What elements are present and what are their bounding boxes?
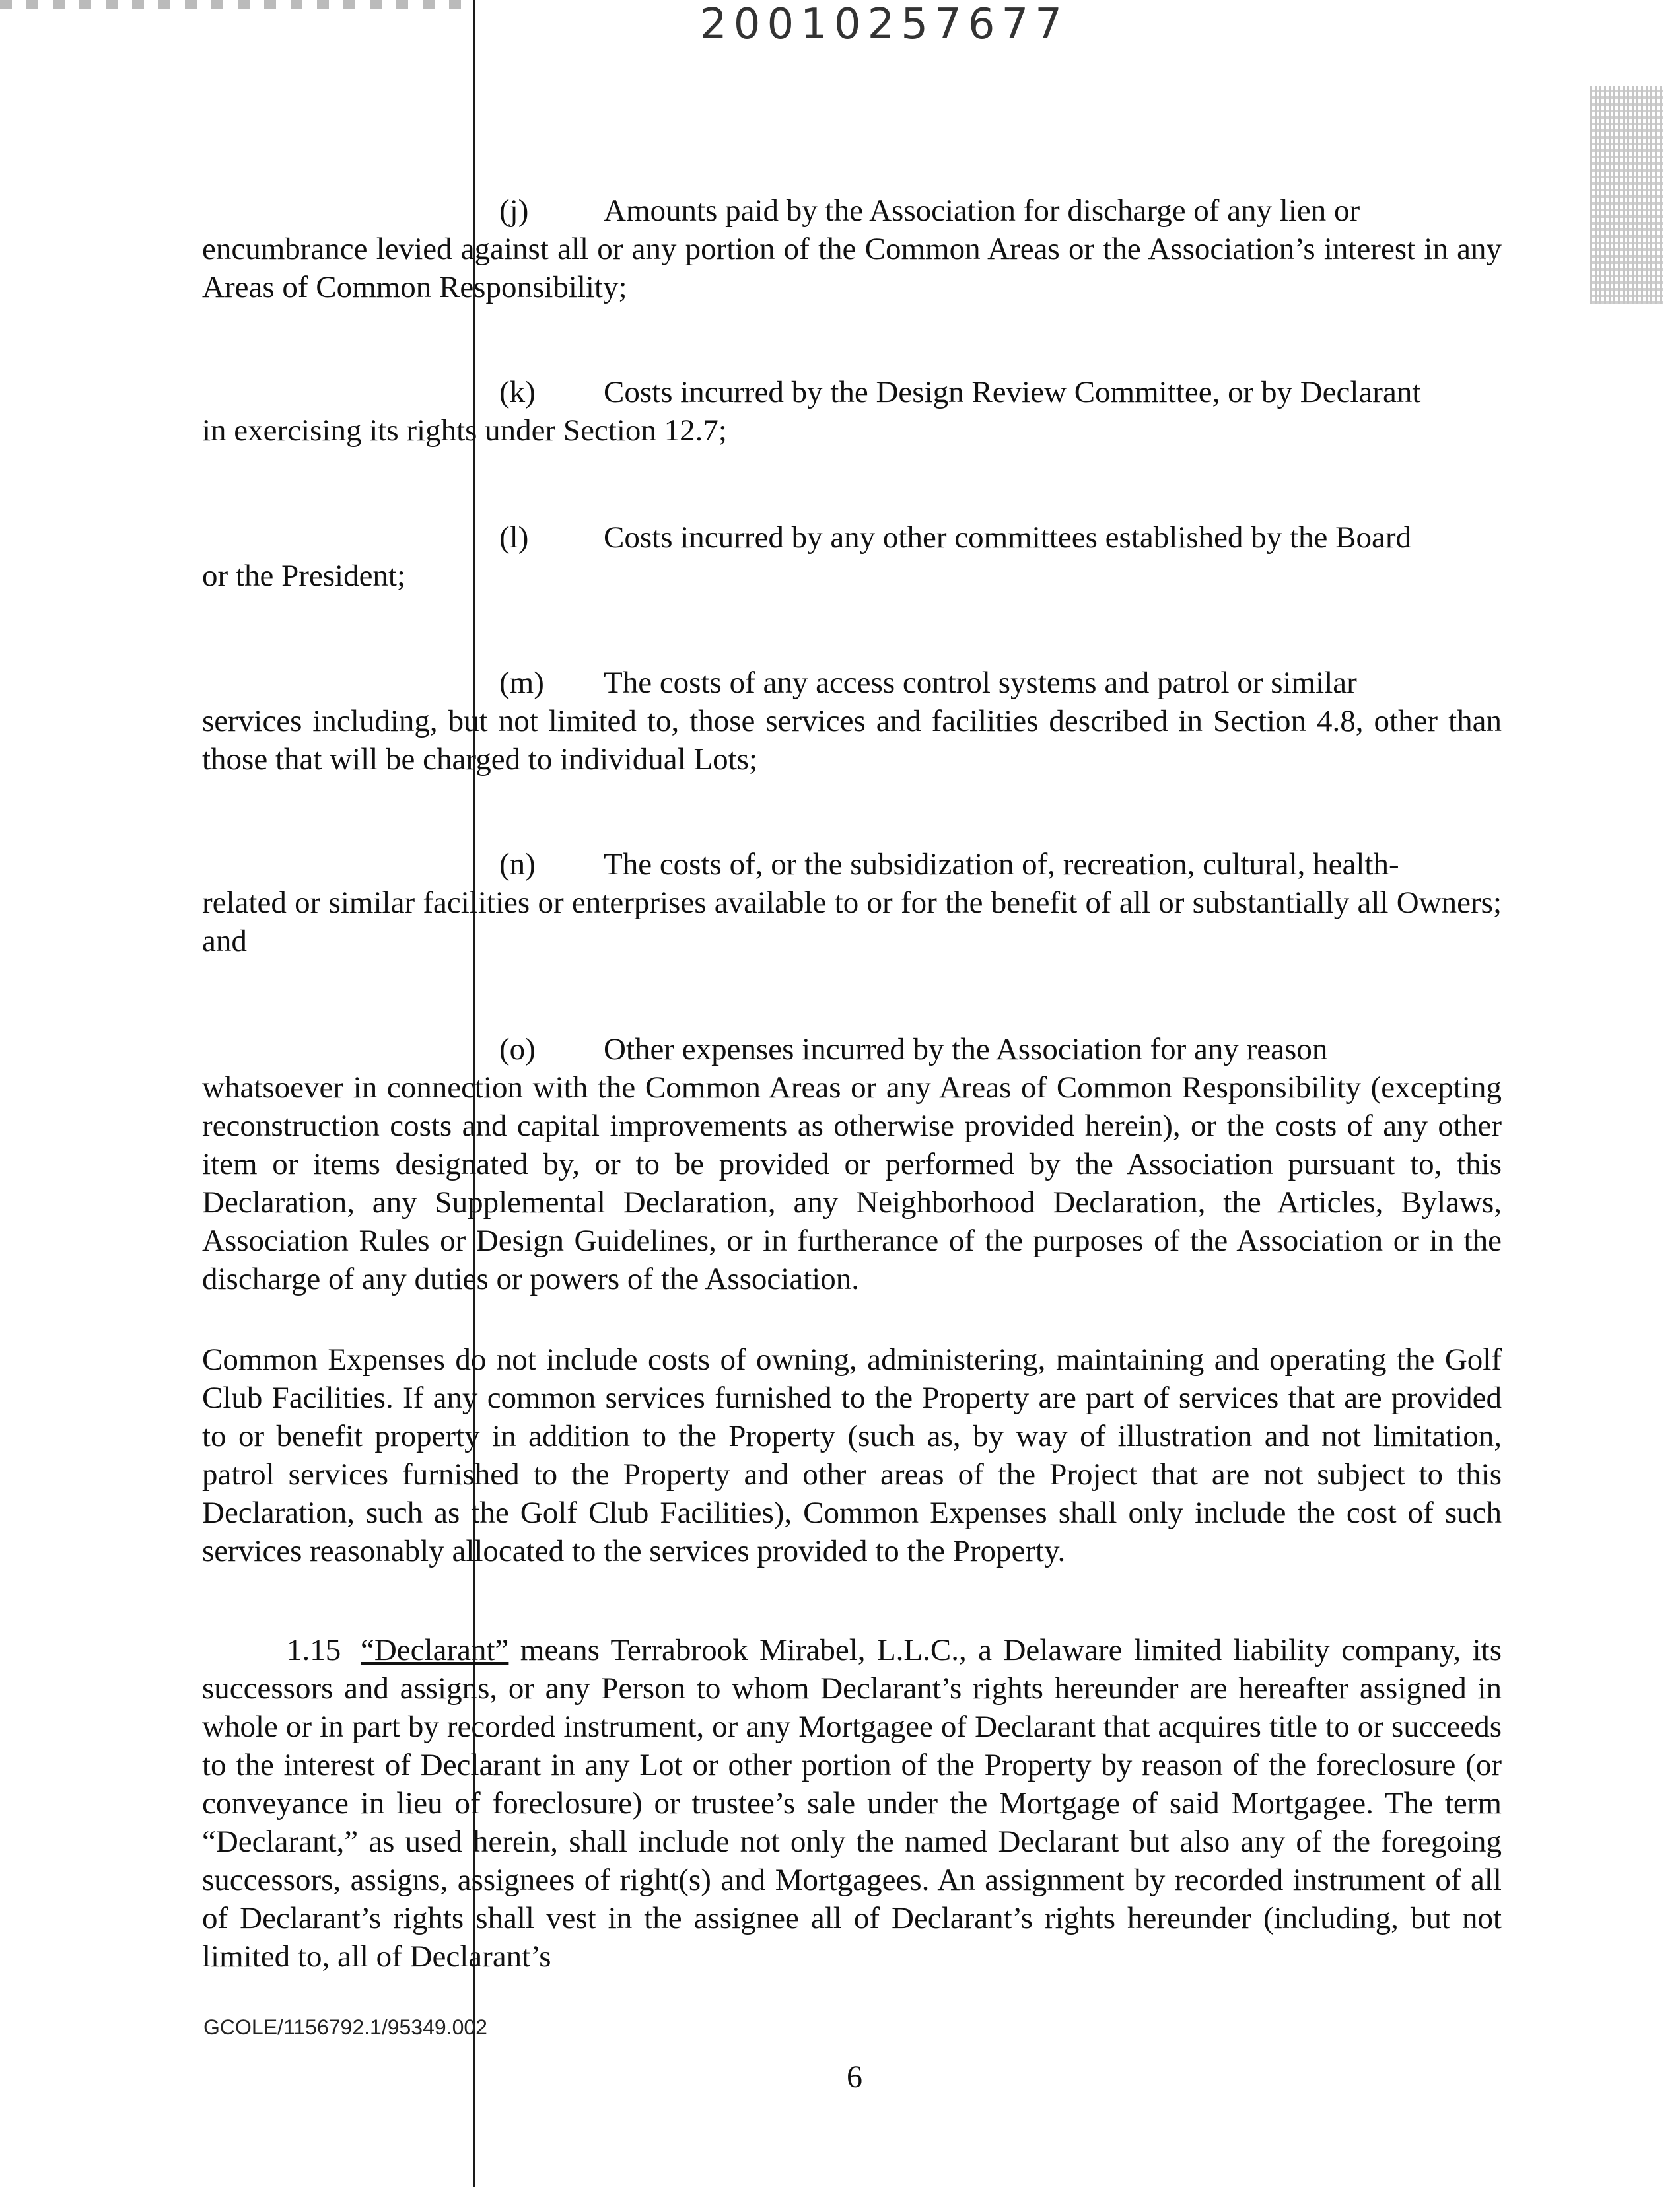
item-k-first-line: Costs incurred by the Design Review Committee, or by Declarant: [604, 375, 1421, 409]
item-o-first-line: Other expenses incurred by the Association for any reason: [604, 1032, 1328, 1066]
item-k-letter: (k): [499, 375, 536, 409]
recording-number: 20010257677: [700, 0, 1068, 49]
item-j-letter: (j): [499, 193, 529, 228]
item-k-paragraph: [202, 373, 1502, 450]
item-m-letter: (m): [499, 666, 544, 700]
section-1-15-paragraph: [202, 1631, 1502, 1976]
item-j-paragraph: [202, 191, 1502, 306]
item-l-letter: (l): [499, 520, 529, 555]
item-n-letter: (n): [499, 847, 536, 882]
item-l-text: or the President;: [202, 559, 406, 593]
item-o-letter: (o): [499, 1032, 536, 1066]
section-1-15-term: “Declarant”: [361, 1633, 509, 1667]
scan-artifact-top: [0, 0, 462, 9]
footer-document-id: GCOLE/1156792.1/95349.002: [203, 2015, 487, 2039]
item-m-paragraph: [202, 664, 1502, 779]
item-o-text: whatsoever in connection with the Common Areas or any Areas of Common Responsibility (excepting reconstruction costs and capital improvements as otherwise provided herein), or the costs of any other item or items designated by, or to be provided or performed by the Association pursuant to, this Declaration, any Supplemental Declaration, any Neighborhood Declaration, the Articles, Bylaws, Association Rules or Design Guidelines, or in furtherance of the purposes of the Association or in the discharge of any duties or powers of the Association.: [202, 1070, 1502, 1296]
edge-stamp-marks: [1590, 86, 1663, 304]
item-m-text: services including, but not limited to, those services and facilities described in Section 4.8, other than those that will be charged to individual Lots;: [202, 704, 1502, 777]
item-l-first-line: Costs incurred by any other committees established by the Board: [604, 520, 1412, 555]
section-1-15-text: means Terrabrook Mirabel, L.L.C., a Delaware limited liability company, its successors and assigns, or any Person to whom Declarant’s rights hereunder are hereafter assigned in whole or in part by recorded instrument, or any Mortgagee of Declarant that acquires title to or succeeds to the interest of Declarant in any Lot or other portion of the Property by reason of the foreclosure (or conveyance in lieu of foreclosure) or trustee’s sale under the Mortgage of said Mortgagee. The term “Declarant,” as used herein, shall include not only the named Declarant but also any of the foregoing successors, assigns, assignees of right(s) and Mortgagees. An assignment by recorded instrument of all of Declarant’s rights shall vest in the assignee all of Declarant’s rights hereunder (including, but not limited to, all of Declarant’s: [202, 1633, 1502, 1974]
item-m-first-line: The costs of any access control systems and patrol or similar: [604, 666, 1357, 700]
item-n-first-line: The costs of, or the subsidization of, recreation, cultural, health-: [604, 847, 1399, 882]
item-k-text: in exercising its rights under Section 12.7;: [202, 413, 727, 448]
item-j-text: encumbrance levied against all or any portion of the Common Areas or the Association’s interest in any Areas of Common Responsibility;: [202, 232, 1502, 304]
item-n-paragraph: [202, 845, 1502, 960]
item-n-text: related or similar facilities or enterprises available to or for the benefit of all or substantially all Owners; and: [202, 885, 1502, 958]
item-o-paragraph: [202, 1030, 1502, 1298]
item-j-first-line: Amounts paid by the Association for discharge of any lien or: [604, 193, 1360, 228]
item-l-paragraph: [202, 518, 1502, 595]
section-1-15-number: 1.15: [287, 1633, 341, 1667]
common-expenses-paragraph: Common Expenses do not include costs of owning, administering, maintaining and operating the Golf Club Facilities. If any common services furnished to the Property are part of services that are provided to or benefit property in addition to the Property (such as, by way of illustration and not limitation, patrol services furnished to the Property and other areas of the Project that are not subject to this Declaration, such as the Golf Club Facilities), Common Expenses shall only include the cost of such services reasonably allocated to the services provided to the Property.: [202, 1342, 1502, 1568]
page-number: 6: [847, 2060, 862, 2095]
